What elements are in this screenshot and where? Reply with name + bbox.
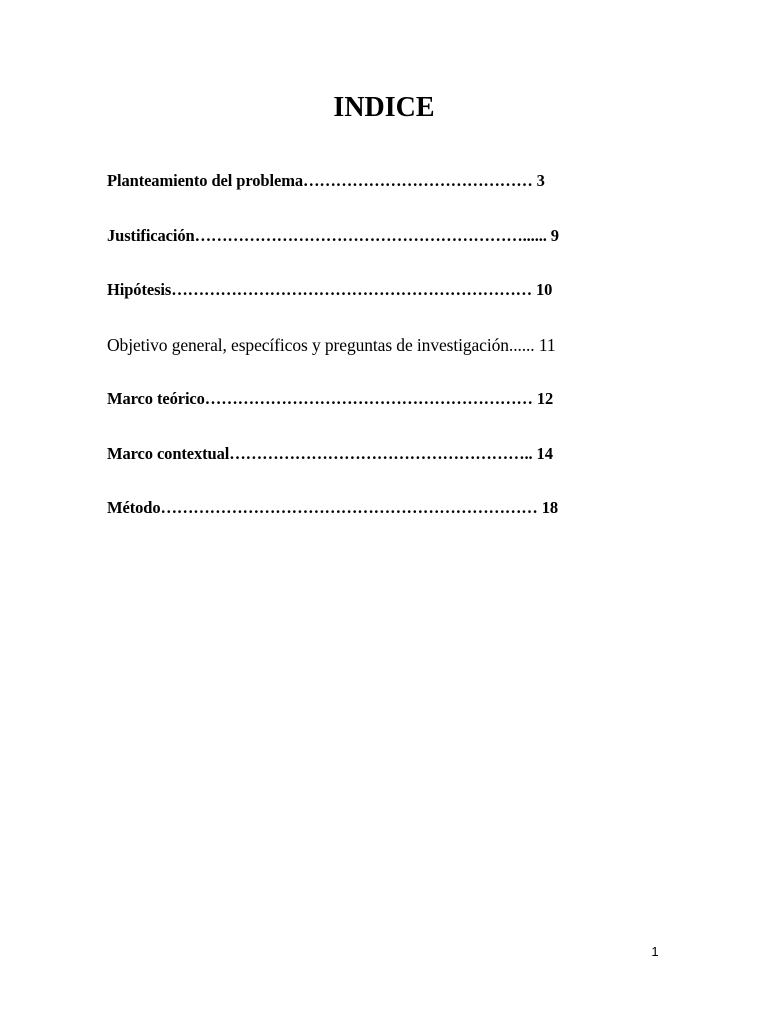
toc-entry-planteamiento: Planteamiento del problema…………………………………… 3	[107, 171, 545, 190]
toc-entry-objetivos: Objetivo general, específicos y preguntas de investigación...... 11	[107, 334, 556, 355]
toc-entry-marco-teorico: Marco teórico…………………………………………………… 12	[107, 389, 554, 408]
toc-entry-hipotesis: Hipótesis………………………………………………………… 10	[107, 280, 553, 299]
toc-entry-justificacion: Justificación……………………………………………………...... 9	[107, 225, 559, 245]
toc-entry-marco-contextual: Marco contextual……………………………………………….. 14	[107, 443, 553, 463]
toc-entry-metodo: Método…………………………………………………………… 18	[107, 498, 558, 517]
document-title: INDICE	[333, 92, 435, 123]
page-number: 1	[651, 944, 659, 959]
table-of-contents	[107, 166, 607, 548]
